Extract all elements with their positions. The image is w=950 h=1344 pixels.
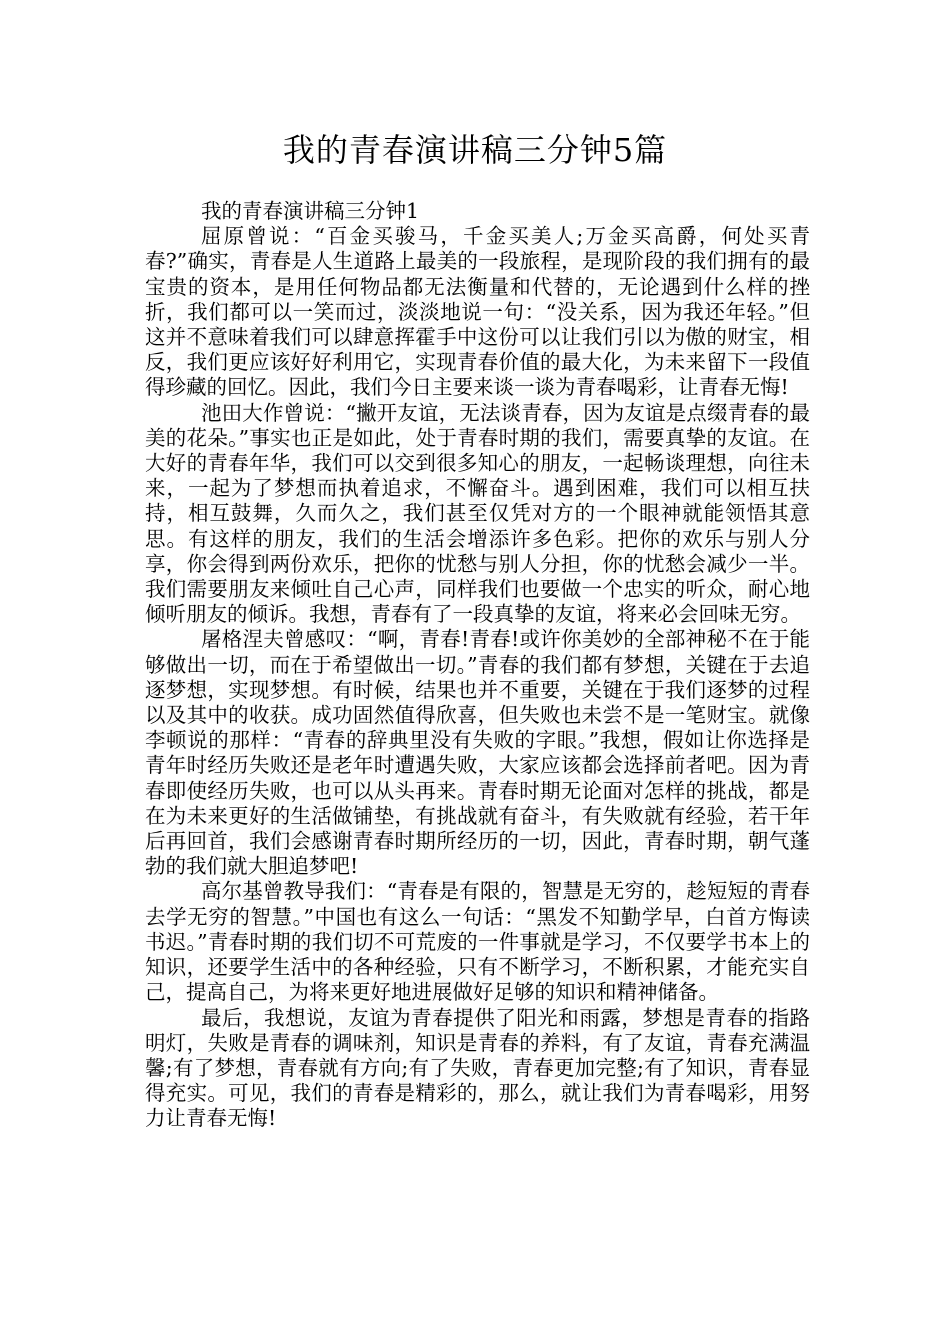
paragraph-1: 屈原曾说：“百金买骏马，千金买美人;万金买高爵，何处买青春?”确实，青春是人生道路上最美的一段旅程，是现阶段的我们拥有的最宝贵的资本，是用任何物品都无法衡量和代替的，无论遇到什么样的挫折，我们都可以一笑而过，淡淡地说一句：“没关系，因为我还年轻。”但这并不意味着我们可以肆意挥霍手中这份可以让我们引以为傲的财宝，相反，我们更应该好好利用它，实现青春价值的最大化，为未来留下一段值得珍藏的回忆。因此，我们今日主要来谈一谈为青春喝彩，让青春无悔! bbox=[145, 224, 810, 400]
document-body bbox=[145, 199, 810, 1132]
document-title: 我的青春演讲稿三分钟5篇 bbox=[282, 131, 668, 169]
section-subtitle: 我的青春演讲稿三分钟1 bbox=[201, 199, 420, 223]
paragraph-4: 高尔基曾教导我们：“青春是有限的，智慧是无穷的，趁短短的青春去学无穷的智慧。”中国也有这么一句话：“黑发不知勤学早，白首方悔读书迟。”青春时期的我们切不可荒废的一件事就是学习，不仅要学书本上的知识，还要学生活中的各种经验，只有不断学习，不断积累，才能充实自己，提高自己，为将来更好地进展做好足够的知识和精神储备。 bbox=[145, 879, 810, 1005]
paragraph-3: 屠格涅夫曾感叹：“啊，青春!青春!或许你美妙的全部神秘不在于能够做出一切，而在于希望做出一切。”青春的我们都有梦想，关键在于去追逐梦想，实现梦想。有时候，结果也并不重要，关键在于我们逐梦的过程以及其中的收获。成功固然值得欣喜，但失败也未尝不是一笔财宝。就像李顿说的那样：“青春的辞典里没有失败的字眼。”我想，假如让你选择是青年时经历失败还是老年时遭遇失败，大家应该都会选择前者吧。因为青春即使经历失败，也可以从头再来。青春时期无论面对怎样的挑战，都是在为未来更好的生活做铺垫，有挑战就有奋斗，有失败就有经验，若干年后再回首，我们会感谢青春时期所经历的一切，因此，青春时期，朝气蓬勃的我们就大胆追梦吧! bbox=[145, 627, 810, 879]
paragraph-2: 池田大作曾说：“撇开友谊，无法谈青春，因为友谊是点缀青春的最美的花朵。”事实也正是如此，处于青春时期的我们，需要真挚的友谊。在大好的青春年华，我们可以交到很多知心的朋友，一起畅谈理想，向往未来，一起为了梦想而执着追求，不懈奋斗。遇到困难，我们可以相互扶持，相互鼓舞，久而久之，我们甚至仅凭对方的一个眼神就能领悟其意思。有这样的朋友，我们的生活会增添许多色彩。把你的欢乐与别人分享，你会得到两份欢乐，把你的忧愁与别人分担，你的忧愁会减少一半。我们需要朋友来倾吐自己心声，同样我们也要做一个忠实的听众，耐心地倾听朋友的倾诉。我想，青春有了一段真挚的友谊，将来必会回味无穷。 bbox=[145, 400, 810, 627]
paragraph-5: 最后，我想说，友谊为青春提供了阳光和雨露，梦想是青春的指路明灯，失败是青春的调味剂，知识是青春的养料，有了友谊，青春充满温馨;有了梦想，青春就有方向;有了失败，青春更加完整;有了知识，青春显得充实。可见，我们的青春是精彩的，那么，就让我们为青春喝彩，用努力让青春无悔! bbox=[145, 1005, 810, 1131]
